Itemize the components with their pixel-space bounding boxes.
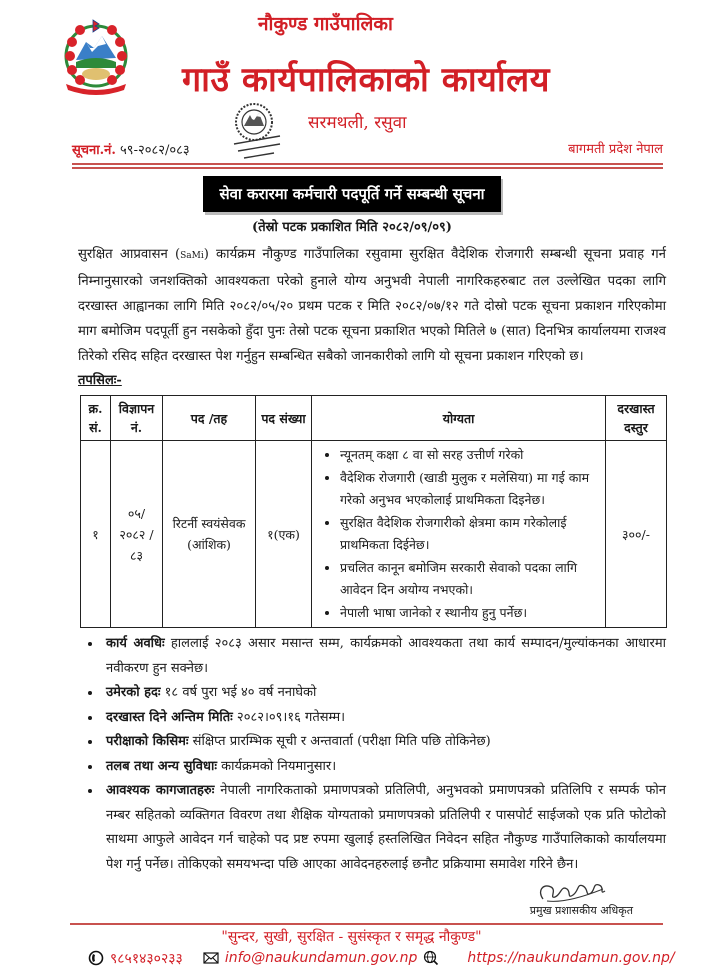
cell-post: रिटर्नी स्वयंसेवक (आंशिक) bbox=[163, 441, 256, 628]
cell-fee: ३००/- bbox=[606, 441, 667, 628]
table-row bbox=[81, 441, 667, 628]
term-text: नेपाली नागरिकताको प्रमाणपत्रको प्रतिलिपी, अनुभवको प्रमाणपत्रको प्रतिलिपि र सम्पर्क फोन नम्बर सहितको व्यक्तिगत विवरण तथा शैक्षिक योग्यताको प्रमाणपत्रको प्रतिलिपी र पासपोर्ट साईजको एक प्रति फोटोको साथमा आफुले आवेदन गर्न चाहेको पद प्रष्ट रुपमा खुलाई हस्तलिखित निवेदन सहित नौकुण्ड गाउँपालिकाको कार्यालयमा पेश गर्नु पर्नेछ। तोकिएको समयभन्दा पछि आएका आवेदनहरुलाई छनौट प्रक्रियामा समावेश गरिने छैन। bbox=[106, 783, 666, 872]
sami-abbreviation: SaMi bbox=[180, 251, 204, 261]
qualification-item: • प्रचलित कानून बमोजिम सरकारी सेवाको पदका लागि आवेदन दिन अयोग्य नभएको। bbox=[340, 557, 599, 602]
phone-icon bbox=[88, 950, 104, 966]
nepal-emblem-icon bbox=[62, 18, 130, 100]
term-deadline bbox=[102, 706, 666, 731]
header-count: पद संख्या bbox=[256, 396, 312, 441]
notice-body bbox=[0, 172, 703, 877]
phone-number: ९८५१४३०२३३ bbox=[110, 950, 183, 967]
notice-title-banner bbox=[203, 176, 500, 212]
cell-count: १(एक) bbox=[256, 441, 312, 628]
intro-text-rest: ) कार्यक्रम नौकुण्ड गाउँपालिका रसुवामा सुरक्षित वैदेशिक रोजगारी सम्बन्धी सूचना प्रवाह गर्न निम्नानुसारको जनशक्तिको आवश्यकता परेको हुनाले योग्य अनुभवी नेपाली नागरिकहरुबाट तल उल्लेखित पदका लागि दरखास्त आह्वानका लागि मिति २०८२/०५/२० प्रथम पटक र मिति २०८२/०७/१२ गते दोस्रो पटक सूचना प्रकाशन गरिएकोमा माग बमोजिम पदपूर्ती हुन नसकेको हुँदा पुनः तेस्रो पटक सूचना प्रकाशित भएको मितिले ७ (सात) दिनभित्र कार्यालयमा राजश्व तिरेको रसिद सहित दरखास्त पेश गर्नुहुन सम्बन्धित सबैको जानकारीको लागि यो सूचना प्रकाशन गरिएको छ। bbox=[78, 247, 666, 364]
term-label: आवश्यक कागजातहरुः bbox=[106, 783, 215, 798]
header-divider-top bbox=[72, 163, 663, 165]
notice-number bbox=[72, 140, 190, 158]
schedule-label: तपसिलः- bbox=[78, 373, 122, 388]
municipality-seal-icon bbox=[224, 100, 294, 162]
signature-block bbox=[0, 879, 703, 923]
post-table bbox=[80, 395, 667, 628]
header-post: पद /तह bbox=[163, 396, 256, 441]
term-text: संक्षिप्त प्रारम्भिक सूची र अन्तवार्ता (परीक्षा मिति पछि तोकिनेछ) bbox=[188, 734, 491, 749]
qualification-item: • सुरक्षित वैदेशिक रोजगारीको क्षेत्रमा काम गरेकोलाई प्राथमिकता दिईनेछ। bbox=[340, 512, 599, 557]
header-sn: क्र. सं. bbox=[81, 396, 111, 441]
intro-text-start: सुरक्षित आप्रवासन ( bbox=[78, 247, 181, 262]
qualification-item: • न्यूनतम् कक्षा ८ वा सो सरह उत्तीर्ण गरेको bbox=[340, 444, 599, 467]
intro-paragraph bbox=[78, 242, 666, 369]
cell-ad-no: ०५/ २०८२ /८३ bbox=[111, 441, 163, 628]
contact-bar bbox=[0, 947, 703, 976]
term-text: २०८२।०९।१६ गतेसम्म। bbox=[232, 709, 346, 725]
term-label: कार्य अवधिः bbox=[106, 636, 165, 651]
signatory-title: प्रमुख प्रशासकीय अधिकृत bbox=[529, 904, 633, 917]
municipality-slogan: "सुन्दर, सुखी, सुरक्षित - सुसंस्कृत र समृद्ध नौकुण्ड" bbox=[221, 928, 482, 945]
province-name: बागमती प्रदेश नेपाल bbox=[568, 142, 663, 157]
term-text: हाललाई २०८३ असार मसान्त सम्म, कार्यक्रमको आवश्यकता तथा कार्य सम्पादन/मुल्यांकनका आधारमा नवीकरण हुन सक्नेछ। bbox=[106, 636, 666, 676]
header-ad-no: विज्ञापन नं. bbox=[111, 396, 163, 441]
cell-sn: १ bbox=[81, 441, 111, 628]
office-name: गाउँ कार्यपालिकाको कार्यालय bbox=[182, 60, 550, 100]
notice-number-label: सूचना.नं. bbox=[72, 143, 116, 158]
terms-list bbox=[72, 632, 666, 877]
term-label: दरखास्त दिने अन्तिम मितिः bbox=[106, 709, 233, 725]
envelope-icon bbox=[203, 950, 219, 966]
municipality-name: नौकुण्ड गाउँपालिका bbox=[258, 13, 393, 35]
term-label: उमेरको हदः bbox=[106, 685, 161, 700]
notice-title: सेवा करारमा कर्मचारी पदपूर्ति गर्ने सम्बन्धी सूचना bbox=[219, 185, 485, 203]
table-header-row bbox=[81, 396, 667, 441]
term-salary bbox=[102, 755, 666, 780]
website-link[interactable]: https://naukundamun.gov.np/ bbox=[467, 950, 675, 966]
term-exam-type bbox=[102, 730, 666, 755]
notice-number-value: ५९-२०८२/०८३ bbox=[120, 143, 190, 158]
qualification-list bbox=[320, 444, 599, 624]
letterhead bbox=[0, 0, 703, 172]
header-fee: दरखास्त दस्तुर bbox=[606, 396, 667, 441]
term-text: १८ वर्ष पुरा भई ४० वर्ष ननाघेको bbox=[160, 685, 317, 700]
footer-divider bbox=[70, 923, 663, 925]
term-text: कार्यक्रमको नियमानुसार। bbox=[217, 758, 337, 774]
term-label: परीक्षाको किसिमः bbox=[106, 734, 189, 749]
qualification-item: • वैदेशिक रोजगारी (खाडी मुलुक र मलेसिया) मा गई काम गरेको अनुभव भएकोलाई प्राथमिकता दिइनेछ। bbox=[340, 467, 599, 512]
term-work-period bbox=[102, 632, 666, 681]
term-age-limit bbox=[102, 681, 666, 706]
qualification-item: • नेपाली भाषा जानेको र स्थानीय हुनु पर्नेछ। bbox=[340, 602, 599, 625]
globe-icon bbox=[423, 950, 439, 966]
term-documents bbox=[102, 779, 666, 877]
header-divider-bottom bbox=[72, 167, 663, 169]
notice-title-banner-wrap bbox=[38, 176, 666, 212]
cell-qualification bbox=[312, 441, 606, 628]
office-address: सरमथली, रसुवा bbox=[308, 113, 407, 133]
header-qualification: योग्यता bbox=[312, 396, 606, 441]
publication-date: (तेस्रो पटक प्रकाशित मिति २०८२/०९/०९) bbox=[252, 220, 452, 235]
email-link[interactable]: info@naukundamun.gov.np bbox=[224, 950, 418, 966]
term-label: तलब तथा अन्य सुविधाः bbox=[106, 758, 217, 774]
